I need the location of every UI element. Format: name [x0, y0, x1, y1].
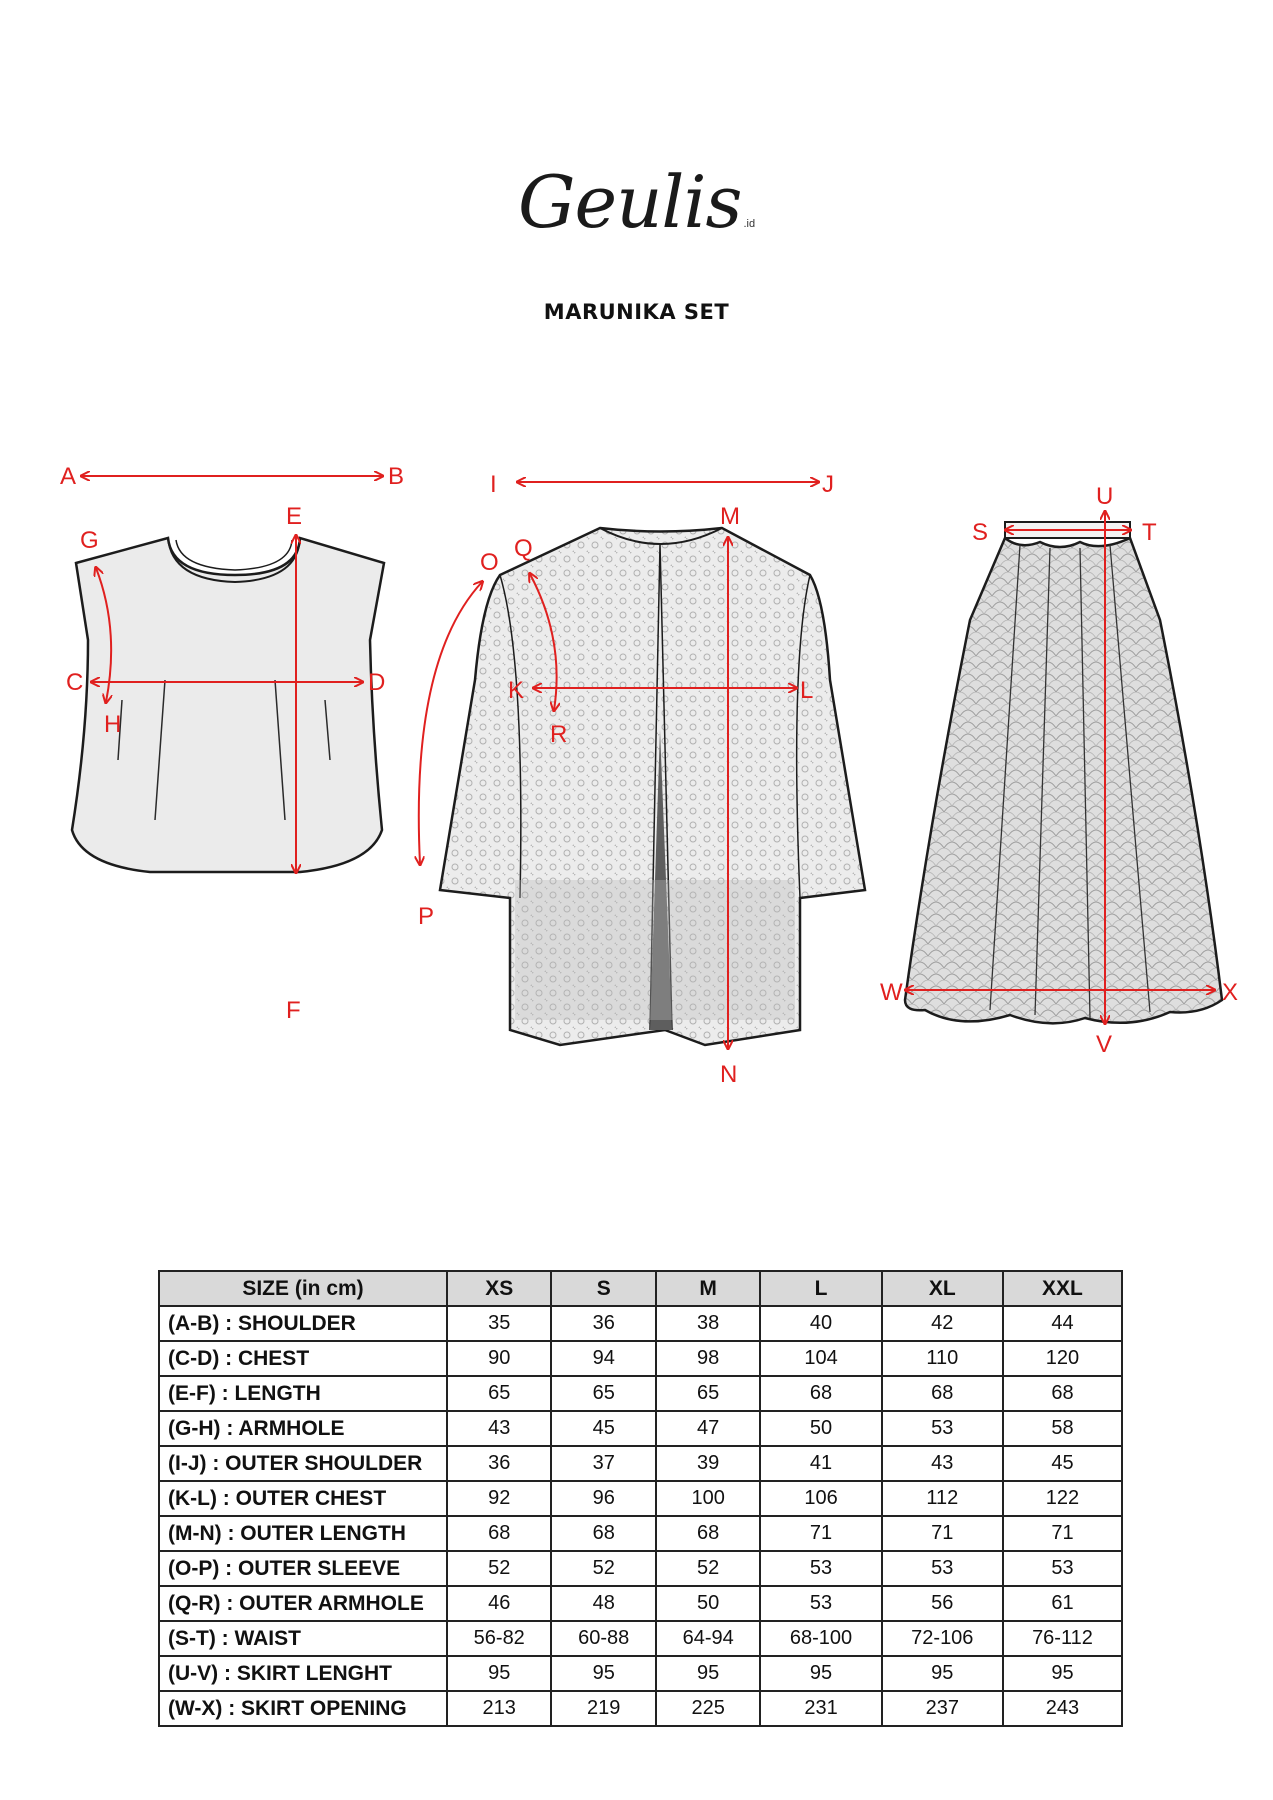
cell: 41	[760, 1446, 881, 1481]
cell: 68	[551, 1516, 655, 1551]
jacket-garment-drawing	[440, 528, 865, 1045]
cell: 53	[882, 1411, 1003, 1446]
label-p: P	[418, 903, 435, 930]
row-label: (K-L) : OUTER CHEST	[159, 1481, 447, 1516]
cell: 65	[447, 1376, 551, 1411]
label-j: J	[822, 471, 834, 498]
cell: 71	[882, 1516, 1003, 1551]
table-row	[159, 1691, 1122, 1726]
cell: 106	[760, 1481, 881, 1516]
cell: 68	[447, 1516, 551, 1551]
cell: 61	[1003, 1586, 1122, 1621]
label-t: T	[1142, 519, 1157, 546]
table-row	[159, 1656, 1122, 1691]
label-u: U	[1096, 483, 1114, 510]
cell: 90	[447, 1341, 551, 1376]
cell: 46	[447, 1586, 551, 1621]
row-label: (Q-R) : OUTER ARMHOLE	[159, 1586, 447, 1621]
table-row	[159, 1481, 1122, 1516]
table-row	[159, 1551, 1122, 1586]
table-row	[159, 1411, 1122, 1446]
label-x: X	[1222, 979, 1239, 1006]
cell: 37	[551, 1446, 655, 1481]
table-row	[159, 1621, 1122, 1656]
cell: 68-100	[760, 1621, 881, 1656]
brand-suffix: .id	[743, 218, 756, 230]
row-label: (G-H) : ARMHOLE	[159, 1411, 447, 1446]
cell: 95	[656, 1656, 760, 1691]
cell: 52	[447, 1551, 551, 1586]
cell: 112	[882, 1481, 1003, 1516]
cell: 110	[882, 1341, 1003, 1376]
cell: 52	[656, 1551, 760, 1586]
header-m: M	[656, 1271, 760, 1306]
cell: 92	[447, 1481, 551, 1516]
cell: 48	[551, 1586, 655, 1621]
cell: 47	[656, 1411, 760, 1446]
header-xl: XL	[882, 1271, 1003, 1306]
table-row	[159, 1306, 1122, 1341]
cell: 44	[1003, 1306, 1122, 1341]
cell: 76-112	[1003, 1621, 1122, 1656]
table-row	[159, 1341, 1122, 1376]
skirt-garment-drawing	[905, 522, 1222, 1023]
page-title: MARUNIKA SET	[543, 300, 730, 324]
cell: 53	[760, 1551, 881, 1586]
label-d: D	[368, 669, 386, 696]
cell: 36	[447, 1446, 551, 1481]
cell: 100	[656, 1481, 760, 1516]
cell: 53	[760, 1586, 881, 1621]
cell: 50	[656, 1586, 760, 1621]
cell: 45	[1003, 1446, 1122, 1481]
cell: 213	[447, 1691, 551, 1726]
cell: 38	[656, 1306, 760, 1341]
table-row	[159, 1516, 1122, 1551]
label-q: Q	[514, 535, 533, 562]
label-n: N	[720, 1061, 738, 1088]
cell: 120	[1003, 1341, 1122, 1376]
brand-name: Geulis	[517, 160, 742, 244]
header-s: S	[551, 1271, 655, 1306]
label-o: O	[480, 549, 499, 576]
cell: 122	[1003, 1481, 1122, 1516]
row-label: (O-P) : OUTER SLEEVE	[159, 1551, 447, 1586]
row-label: (M-N) : OUTER LENGTH	[159, 1516, 447, 1551]
cell: 71	[1003, 1516, 1122, 1551]
top-garment-drawing	[72, 538, 384, 872]
cell: 65	[551, 1376, 655, 1411]
label-v: V	[1096, 1031, 1113, 1058]
cell: 65	[656, 1376, 760, 1411]
label-b: B	[388, 463, 405, 490]
cell: 72-106	[882, 1621, 1003, 1656]
label-w: W	[880, 979, 903, 1006]
cell: 95	[551, 1656, 655, 1691]
cell: 53	[1003, 1551, 1122, 1586]
cell: 45	[551, 1411, 655, 1446]
cell: 35	[447, 1306, 551, 1341]
cell: 64-94	[656, 1621, 760, 1656]
cell: 53	[882, 1551, 1003, 1586]
cell: 50	[760, 1411, 881, 1446]
table-row	[159, 1446, 1122, 1481]
cell: 96	[551, 1481, 655, 1516]
row-label: (I-J) : OUTER SHOULDER	[159, 1446, 447, 1481]
cell: 71	[760, 1516, 881, 1551]
label-i: I	[490, 471, 497, 498]
cell: 95	[1003, 1656, 1122, 1691]
label-m: M	[720, 503, 740, 530]
label-f: F	[286, 997, 301, 1024]
label-a: A	[60, 463, 77, 490]
cell: 52	[551, 1551, 655, 1586]
cell: 95	[447, 1656, 551, 1691]
table-row	[159, 1376, 1122, 1411]
row-label: (E-F) : LENGTH	[159, 1376, 447, 1411]
cell: 225	[656, 1691, 760, 1726]
brand-logo	[0, 160, 1273, 244]
cell: 98	[656, 1341, 760, 1376]
cell: 243	[1003, 1691, 1122, 1726]
cell: 58	[1003, 1411, 1122, 1446]
size-chart-table	[158, 1270, 1123, 1727]
row-label: (W-X) : SKIRT OPENING	[159, 1691, 447, 1726]
cell: 60-88	[551, 1621, 655, 1656]
cell: 95	[760, 1656, 881, 1691]
label-l: L	[800, 677, 814, 704]
cell: 95	[882, 1656, 1003, 1691]
cell: 231	[760, 1691, 881, 1726]
cell: 36	[551, 1306, 655, 1341]
label-h: H	[104, 711, 122, 738]
label-r: R	[550, 721, 568, 748]
cell: 42	[882, 1306, 1003, 1341]
cell: 68	[656, 1516, 760, 1551]
label-c: C	[66, 669, 84, 696]
label-s: S	[972, 519, 989, 546]
table-header-row	[159, 1271, 1122, 1306]
cell: 43	[882, 1446, 1003, 1481]
header-l: L	[760, 1271, 881, 1306]
label-e: E	[286, 503, 303, 530]
cell: 68	[760, 1376, 881, 1411]
row-label: (A-B) : SHOULDER	[159, 1306, 447, 1341]
cell: 40	[760, 1306, 881, 1341]
cell: 56-82	[447, 1621, 551, 1656]
header-xs: XS	[447, 1271, 551, 1306]
cell: 219	[551, 1691, 655, 1726]
label-k: K	[508, 677, 525, 704]
cell: 39	[656, 1446, 760, 1481]
row-label: (S-T) : WAIST	[159, 1621, 447, 1656]
cell: 237	[882, 1691, 1003, 1726]
header-xxl: XXL	[1003, 1271, 1122, 1306]
garment-diagram	[0, 440, 1273, 1100]
cell: 94	[551, 1341, 655, 1376]
cell: 56	[882, 1586, 1003, 1621]
row-label: (U-V) : SKIRT LENGHT	[159, 1656, 447, 1691]
label-g: G	[80, 527, 99, 554]
cell: 68	[1003, 1376, 1122, 1411]
table-row	[159, 1586, 1122, 1621]
cell: 104	[760, 1341, 881, 1376]
cell: 68	[882, 1376, 1003, 1411]
header-size: SIZE (in cm)	[159, 1271, 447, 1306]
cell: 43	[447, 1411, 551, 1446]
row-label: (C-D) : CHEST	[159, 1341, 447, 1376]
